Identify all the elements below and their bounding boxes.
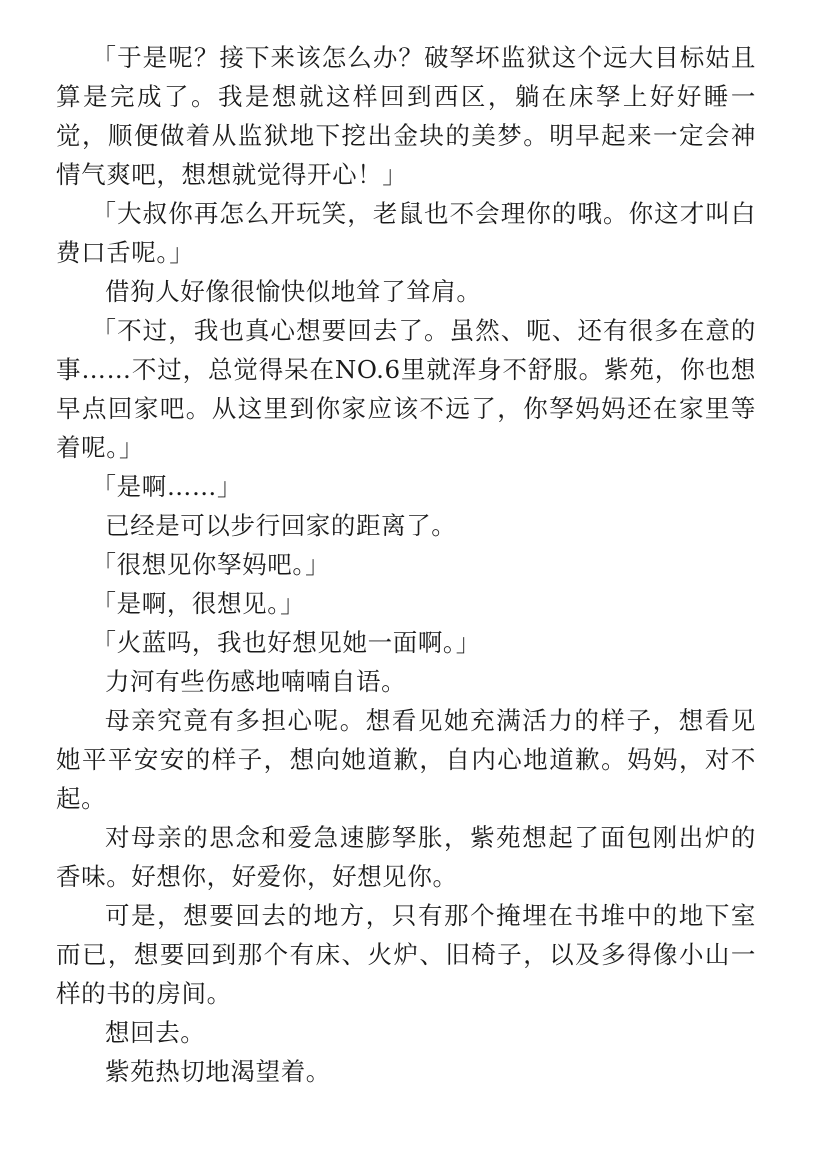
paragraph-9: 「火蓝吗，我也好想见她一面啊。」 — [91, 628, 481, 657]
paragraph-13: 可是，想要回去的地方，只有那个掩埋在书堆中的地下室而已，想要回到那个有床、火炉、旧椅子，以及多得像小山一样的书的房间。 — [56, 901, 756, 1008]
paragraph-4: 「不过，我也真心想要回去了。虽然、呃、还有很多在意的事……不过，总觉得呆在NO.6里就浑身不舒服。紫苑，你也想早点回家吧。从这里到你家应该不远了，你孥妈妈还在家里等着呢。」 — [56, 316, 756, 462]
paragraph-3: 借狗人好像很愉快似地耸了耸肩。 — [105, 277, 482, 306]
paragraph-5: 「是啊……」 — [91, 472, 243, 501]
paragraph-10: 力河有些伤感地喃喃自语。 — [105, 667, 407, 696]
paragraph-2: 「大叔你再怎么开玩笑，老鼠也不会理你的哦。你这才叫白费口舌呢。」 — [56, 199, 756, 267]
paragraph-11: 母亲究竟有多担心呢。想看见她充满活力的样子，想看见她平平安安的样子，想向她道歉，自内心地道歉。妈妈，对不起。 — [56, 706, 756, 813]
paragraph-7: 「很想见你孥妈吧。」 — [91, 550, 331, 579]
paragraph-1: 「于是呢？接下来该怎么办？破孥坏监狱这个远大目标姑且算是完成了。我是想就这样回到西区，躺在床孥上好好睡一觉，顺便做着从监狱地下挖出金块的美梦。明早起来一定会神情气爽吧，想想就觉得开心！」 — [56, 43, 756, 189]
paragraph-14: 想回去。 — [105, 1018, 206, 1047]
paragraph-12: 对母亲的思念和爱急速膨孥胀，紫苑想起了面包刚出炉的香味。好想你，好爱你，好想见你。 — [56, 823, 756, 891]
document-page — [56, 38, 756, 1091]
paragraph-8: 「是啊，很想见。」 — [91, 589, 306, 618]
paragraph-6: 已经是可以步行回家的距离了。 — [105, 511, 457, 540]
paragraph-15: 紫苑热切地渴望着。 — [105, 1057, 331, 1086]
